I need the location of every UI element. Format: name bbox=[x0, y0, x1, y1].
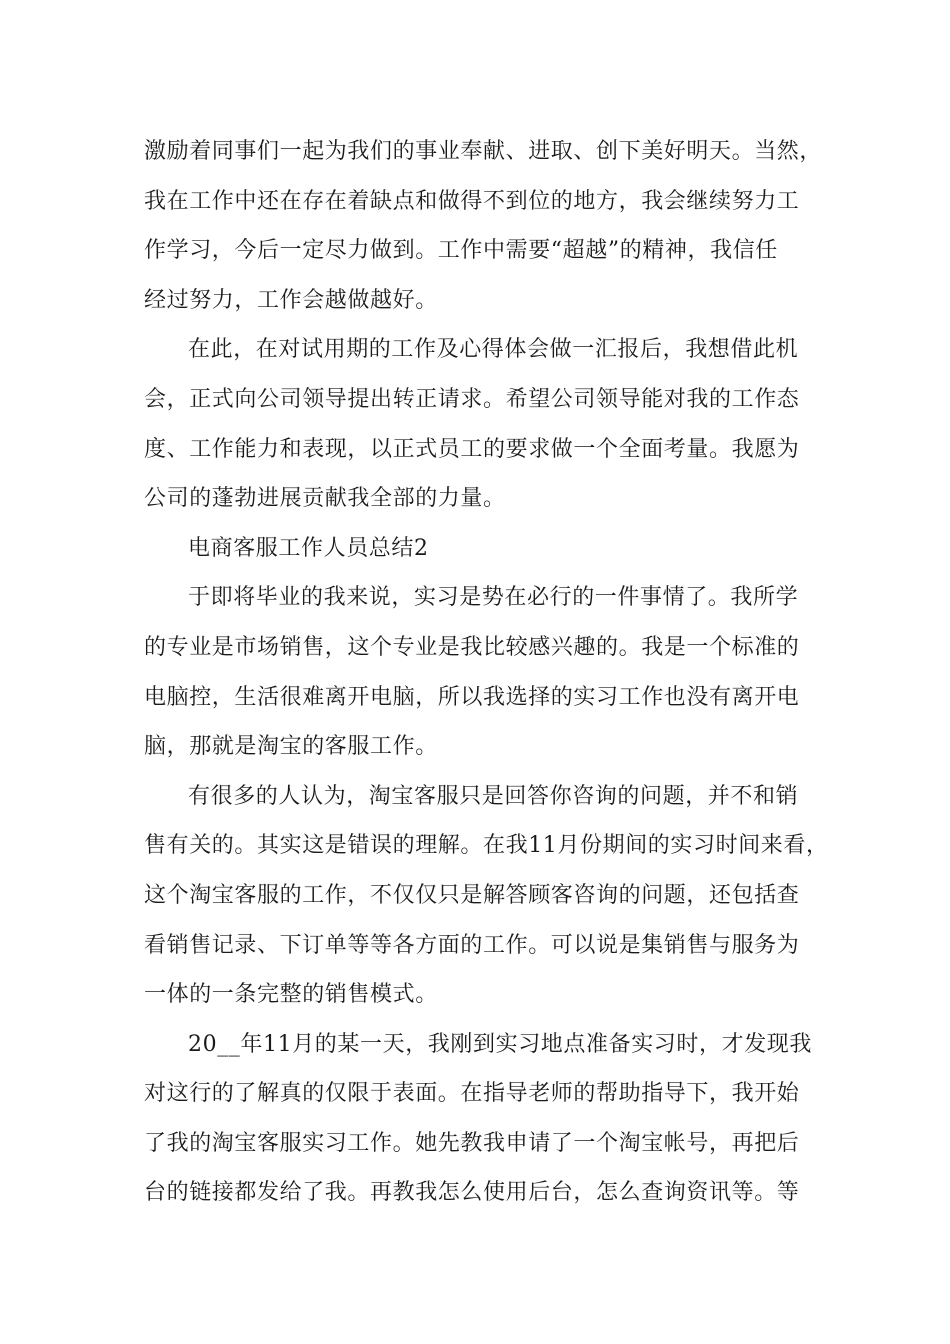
text-line: 电脑控，生活很难离开电脑，所以我选择的实习工作也没有离开电 bbox=[144, 684, 800, 710]
text-line: 的专业是市场销售，这个专业是我比较感兴趣的。我是一个标准的 bbox=[144, 634, 800, 660]
text-line: 作学习，今后一定尽力做到。工作中需要“超越”的精神，我信任 bbox=[144, 238, 778, 264]
text-line: 看销售记录、下订单等等各方面的工作。可以说是集销售与服务为 bbox=[144, 932, 800, 958]
text-line: 度、工作能力和表现，以正式员工的要求做一个全面考量。我愿为 bbox=[144, 436, 800, 462]
document-body bbox=[144, 127, 830, 1218]
text-line: 台的链接都发给了我。再教我怎么使用后台，怎么查询资讯等。等 bbox=[144, 1180, 800, 1206]
text-line: 有很多的人认为，淘宝客服只是回答你咨询的问题，并不和销 bbox=[188, 783, 799, 809]
text-line: 激励着同事们一起为我们的事业奉献、进取、创下美好明天。当然， bbox=[144, 139, 823, 164]
text-line: 这个淘宝客服的工作，不仅仅只是解答顾客咨询的问题，还包括查 bbox=[144, 882, 800, 908]
text-line: 于即将毕业的我来说，实习是势在必行的一件事情了。我所学 bbox=[188, 585, 799, 611]
text-line: 一体的一条完整的销售模式。 bbox=[144, 982, 438, 1008]
text-line: 公司的蓬勃进展贡献我全部的力量。 bbox=[144, 486, 506, 512]
text-line: 对这行的了解真的仅限于表面。在指导老师的帮助指导下，我开始 bbox=[144, 1081, 800, 1107]
text-line: 脑，那就是淘宝的客服工作。 bbox=[144, 734, 438, 760]
text-line: 电商客服工作人员总结2 bbox=[188, 535, 429, 561]
text-line: 经过努力，工作会越做越好。 bbox=[144, 287, 438, 313]
text-line: 我在工作中还在存在着缺点和做得不到位的地方，我会继续努力工 bbox=[144, 188, 800, 214]
text-line: 会，正式向公司领导提出转正请求。希望公司领导能对我的工作态 bbox=[144, 386, 800, 412]
text-line: 20__年11月的某一天，我刚到实习地点准备实习时，才发现我 bbox=[188, 1031, 812, 1057]
text-line: 售有关的。其实这是错误的理解。在我11月份期间的实习时间来看， bbox=[144, 833, 829, 859]
text-line: 在此，在对试用期的工作及心得体会做一汇报后，我想借此机 bbox=[188, 337, 799, 363]
text-line: 了我的淘宝客服实习工作。她先教我申请了一个淘宝帐号，再把后 bbox=[144, 1130, 800, 1156]
